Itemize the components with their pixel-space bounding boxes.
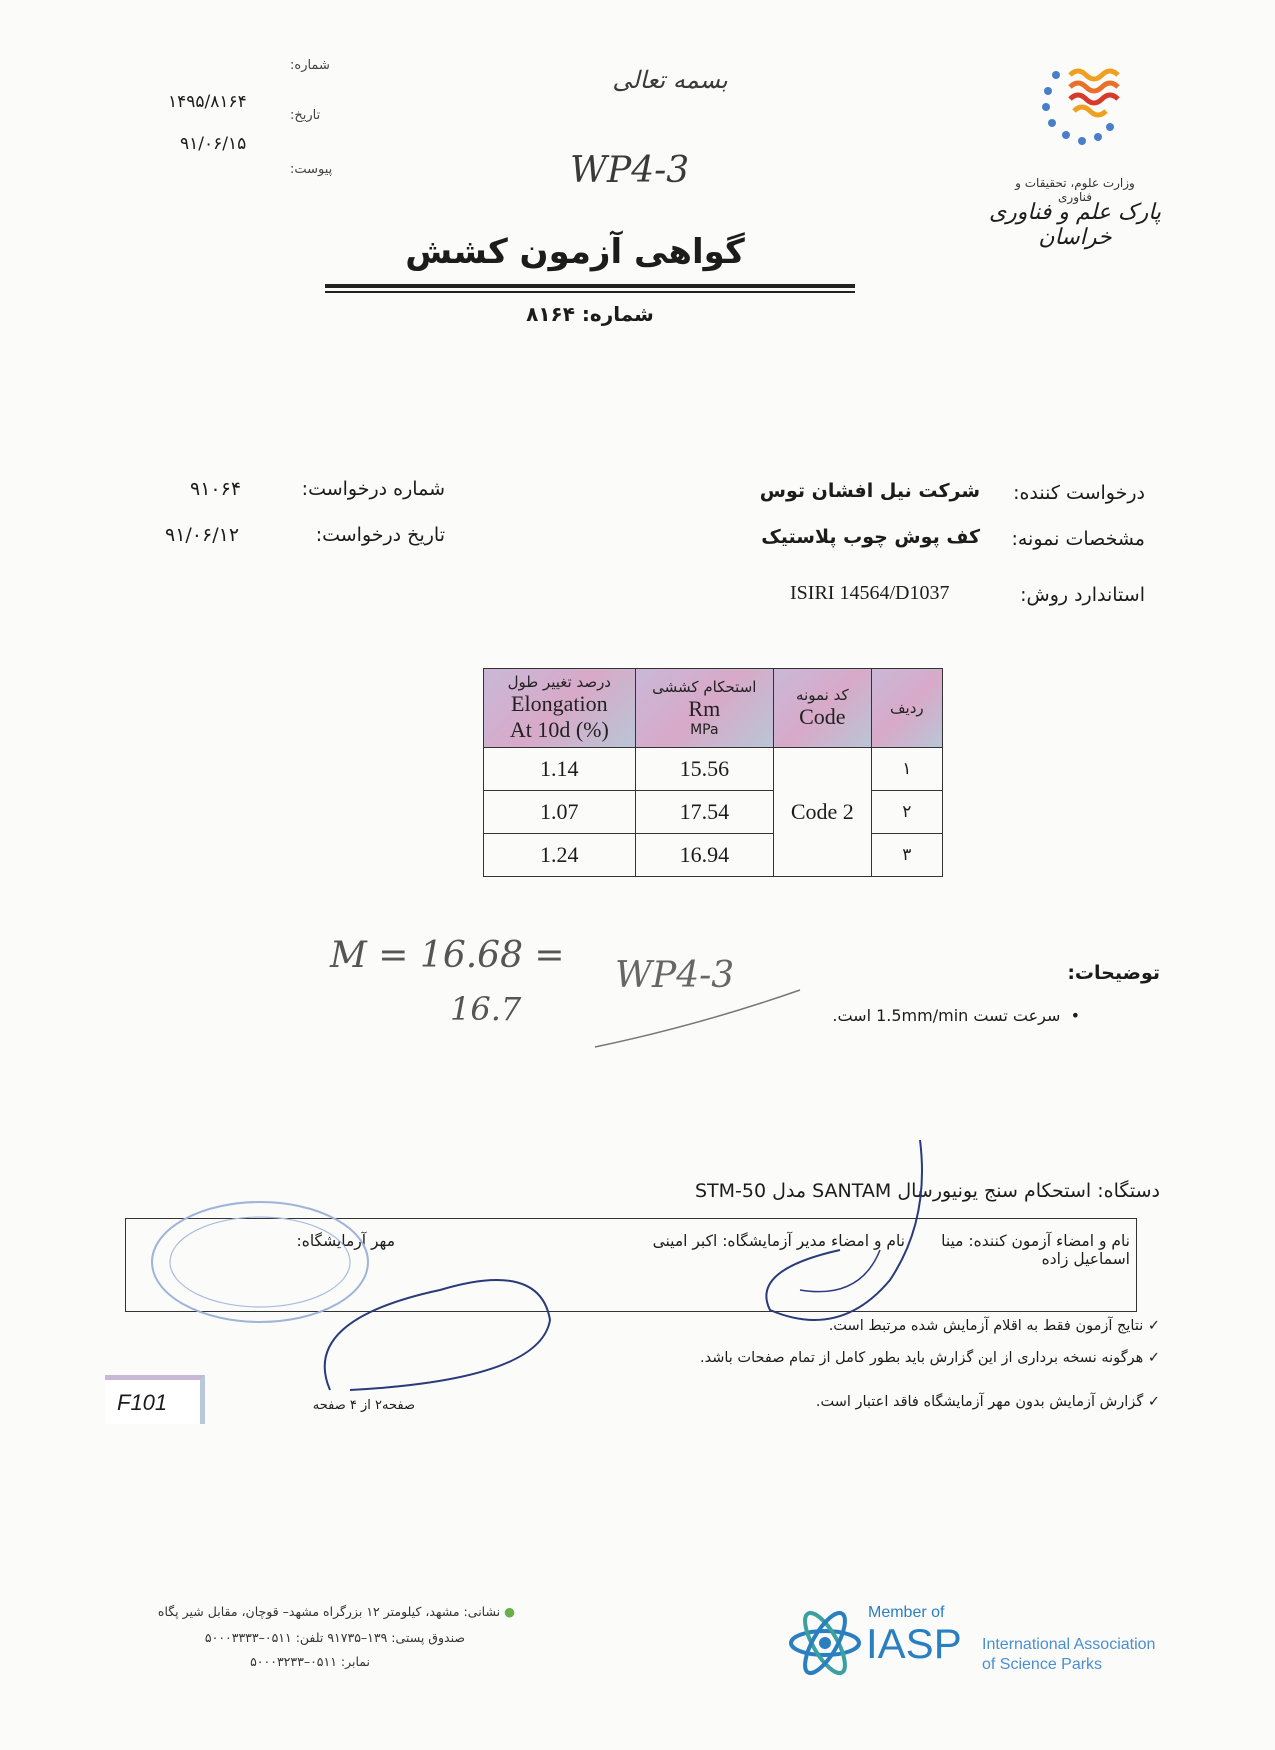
sample-label: مشخصات نمونه: — [1011, 528, 1145, 550]
footer-fax: نمابر: ۰۵۱۱–۵۰۰۰۳۲۳۳ — [250, 1654, 370, 1669]
col-elongation — [484, 669, 636, 748]
tester-signature: نام و امضاء آزمون کننده: مینا اسماعیل زاده — [941, 1232, 1130, 1268]
iasp-full-2: of Science Parks — [982, 1656, 1103, 1673]
handwritten-stroke — [590, 985, 810, 1055]
col-rm-unit: MPa — [690, 722, 719, 738]
request-date-label: تاریخ درخواست: — [315, 524, 445, 546]
handwritten-mean: M = 16.68 = — [330, 935, 565, 976]
handwritten-ref-top: WP4-3 — [570, 150, 690, 191]
disclaimer-3: ✓ گزارش آزمایش بدون مهر آزمایشگاه فاقد اعتبار است. — [815, 1394, 1160, 1410]
device-info: دستگاه: استحکام سنج یونیورسال SANTAM مدل STM-50 — [695, 1180, 1160, 1202]
park-logo-icon — [1030, 55, 1150, 155]
notes-label: توضیحات: — [1067, 962, 1160, 984]
col-elongation-fa: درصد تغییر طول — [507, 673, 611, 691]
attachment-label: پیوست: — [290, 162, 333, 177]
elongation-cell: 1.14 — [484, 748, 636, 791]
table-row — [484, 834, 943, 877]
standard-label: استاندارد روش: — [1020, 584, 1145, 606]
rm-cell: 17.54 — [635, 791, 773, 834]
park-name: پارک علم و فناوری خراسان — [988, 200, 1162, 250]
table-row — [484, 748, 943, 791]
code-cell: Code 2 — [774, 748, 872, 877]
page-title: گواهی آزمون کشش — [405, 232, 745, 272]
request-no-label: شماره درخواست: — [301, 478, 445, 500]
iasp-logo-icon — [785, 1608, 865, 1678]
col-row — [871, 669, 942, 748]
number-label: شماره: — [290, 58, 330, 73]
disclaimer-1: ✓ نتایج آزمون فقط به اقلام آزمایش شده مرتبط است. — [828, 1318, 1160, 1334]
request-no-value: ۹۱۰۶۴ — [190, 478, 242, 500]
elongation-cell: 1.24 — [484, 834, 636, 877]
form-code: F101 — [117, 1390, 168, 1415]
handwritten-mean-rounded: 16.7 — [450, 990, 522, 1028]
iasp-full-1: International Association — [982, 1636, 1156, 1653]
rm-cell: 15.56 — [635, 748, 773, 791]
bismillah: بسمه تعالی — [612, 66, 728, 94]
date-label: تاریخ: — [290, 108, 321, 123]
col-rm — [635, 669, 773, 748]
member-of: Member of — [868, 1604, 945, 1621]
row-number-cell: ۲ — [871, 791, 942, 834]
iasp-name: IASP — [866, 1620, 962, 1667]
notes-item — [780, 1006, 1080, 1025]
requester-label: درخواست کننده: — [1013, 482, 1145, 504]
bullet-green-icon: ● — [500, 1604, 515, 1619]
disclaimer-2: ✓ هرگونه نسخه برداری از این گزارش باید بطور کامل از تمام صفحات باشد. — [700, 1350, 1160, 1366]
handwritten-ref-middle: WP4-3 — [615, 955, 735, 996]
requester-value: شرکت نیل افشان توس — [759, 480, 980, 502]
col-rm-en: Rm — [688, 696, 721, 721]
col-code-fa: کد نمونه — [796, 686, 849, 704]
manager-signature: نام و امضاء مدیر آزمایشگاه: اکبر امینی — [652, 1232, 905, 1250]
ministry-text: وزارت علوم، تحقیقات و فناوری — [1015, 176, 1135, 204]
stamp-label: مهر آزمایشگاه: — [296, 1232, 395, 1250]
sample-value: کف پوش چوب پلاستیک — [761, 526, 980, 548]
footer-address-text: نشانی: مشهد، کیلومتر ۱۲ بزرگراه مشهد– قوچان، مقابل شیر پگاه — [157, 1604, 501, 1619]
col-code-en: Code — [799, 704, 846, 729]
signature-scribble — [320, 1140, 940, 1410]
standard-value: ISIRI 14564/D1037 — [790, 582, 950, 604]
results-table — [483, 668, 943, 877]
table-row — [484, 791, 943, 834]
certificate-number: شماره: ۸۱۶۴ — [526, 302, 654, 326]
footer-address — [75, 1604, 515, 1619]
row-number-cell: ۳ — [871, 834, 942, 877]
title-underline — [325, 284, 855, 288]
page-number: صفحه۲ از ۴ صفحه — [312, 1398, 415, 1413]
title-underline-thin — [325, 291, 855, 293]
col-elongation-en1: Elongation — [511, 691, 608, 716]
date-value: ۹۱/۰۶/۱۵ — [180, 134, 247, 154]
table-header-row — [484, 669, 943, 748]
row-number-cell: ۱ — [871, 748, 942, 791]
col-elongation-en2: At 10d (%) — [509, 717, 609, 742]
elongation-cell: 1.07 — [484, 791, 636, 834]
number-value: ۱۴۹۵/۸۱۶۴ — [168, 92, 247, 112]
col-row-fa: ردیف — [890, 699, 924, 717]
bullet-icon: • — [1060, 1006, 1080, 1025]
col-code — [774, 669, 872, 748]
footer-postal: صندوق پستی: ۱۳۹–۹۱۷۳۵ تلفن: ۰۵۱۱–۵۰۰۰۳۳۳۳ — [204, 1630, 465, 1645]
notes-item-text: سرعت تست 1.5mm/min است. — [832, 1006, 1061, 1025]
rm-cell: 16.94 — [635, 834, 773, 877]
col-rm-fa: استحکام کششی — [652, 678, 757, 696]
request-date-value: ۹۱/۰۶/۱۲ — [165, 524, 240, 546]
